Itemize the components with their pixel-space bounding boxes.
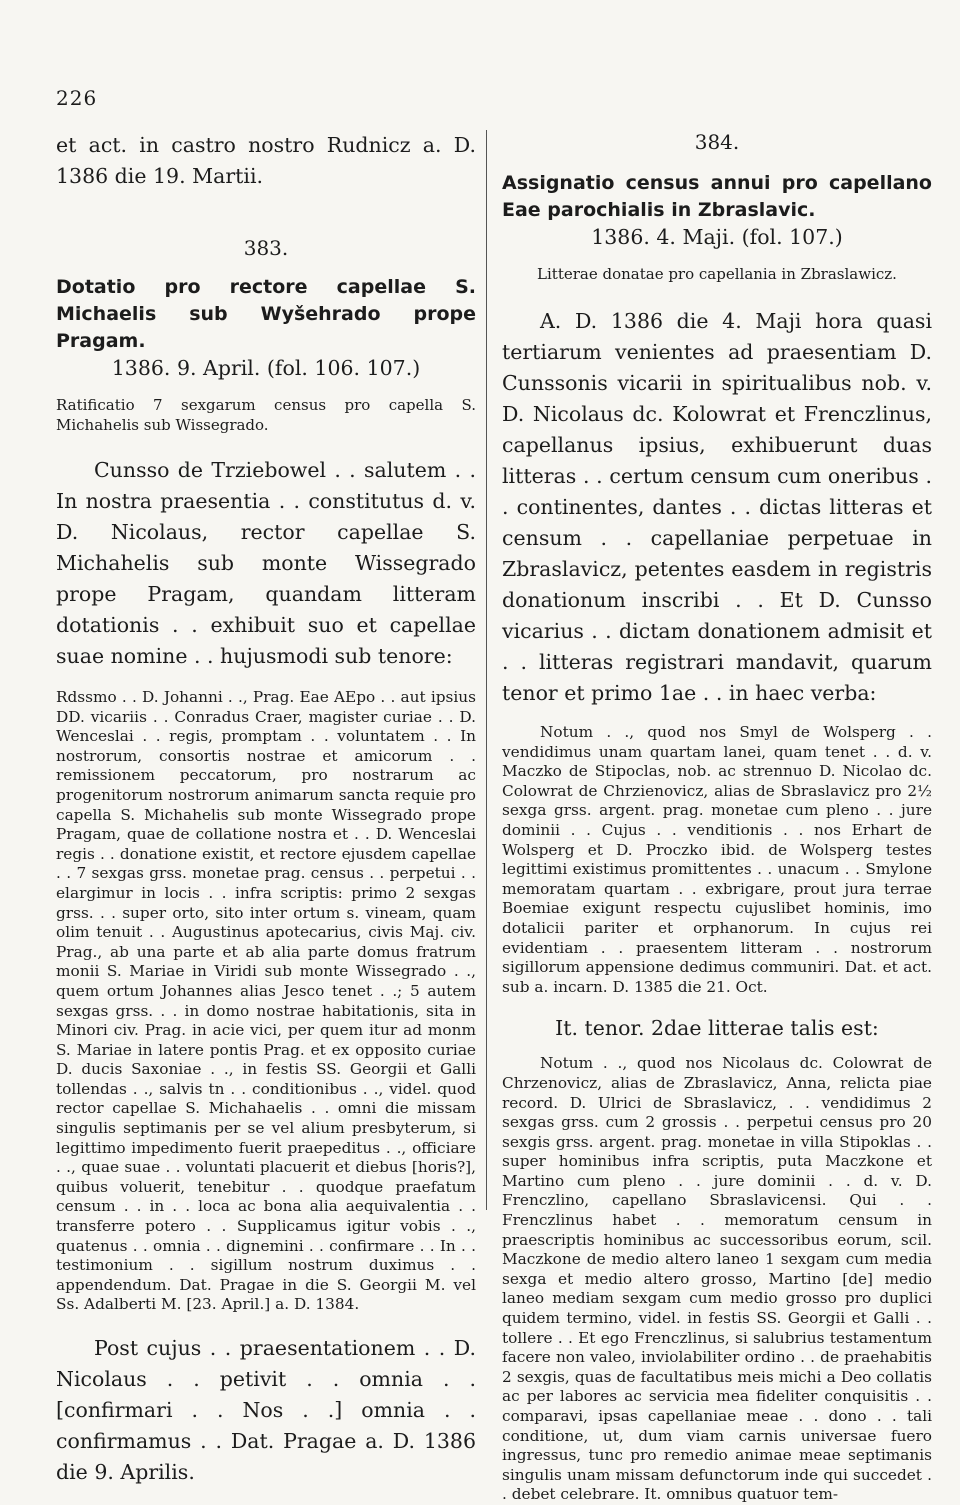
document-quote-384-second: Notum . ., quod nos Nicolaus dc. Colowrat de Chrzenovicz, alias de Zbraslavicz, Anna, relicta piae record. D. Ulrici de Sbraslavicz, . . vendidimus 2 sexgas grss. cum 2 grossis . . perpetui census pro 20 sexgis grss. argent. prag. monetae in villa Stipoklas . . super hominibus infra scriptis, puta Maczkone et Martino cum pleno . . jure dominii . . d. v. D. Frenczlino, capellano Sbraslavicensi. Qui . . Frenczlinus habet . . memoratum censum in praescriptis hominibus ac successoribus eorum, scil. Maczkone de medio altero laneo 1 sexgam cum media sexga et medio altero grosso, Martino [de] medio laneo mediam sexgam cum medio grosso pro duplici quidem termino, videl. in festis SS. Georgii et Galli . . tollere . . Et ego Frenczlinus, si salubrius testamentum facere non valeo, inviolabiliter ordino . . de praehabitis 2 sexgis, quas de facultatibus meis michi a Deo collatis ac per labores ac servicia mea fideliter conquisitis . . comparavi, ipsas capellaniae meae . . dono . . tali conditione, ut, dum viam carnis universae fuero ingressus, tunc pro remedio animae meae septimanis singulis unam missam defunctorum inde qui succedet . . debet celebrare. It. omnibus quatuor tem- [502, 1054, 932, 1504]
document-body-384-intro: A. D. 1386 die 4. Maji hora quasi tertiarum venientes ad praesentiam D. Cunssonis vicarii in spiritualibus nob. v. D. Nicolaus dc. Kolowrat et Frenczlinus, capellanus ipsius, exhibuerunt duas litteras . . certum censum cum oneribus . . continentes, dantes . . dictas litteras et censum . . capellaniae perpetuae in Zbraslavicz, petentes easdem in registris donationum inscribi . . Et D. Cunsso vicarius . . dictam donationem admisit et . . litteras registrari mandavit, quarum tenor et primo 1ae . . in haec verba: [502, 309, 932, 705]
preceding-dating-clause: et act. in castro nostro Rudnicz a. D. 1386 die 19. Martii. [56, 133, 476, 188]
column-divider [486, 130, 487, 1210]
document-heading-383: Dotatio pro rectore capellae S. Michaelis sub Wyšehrado prope Pragam. [56, 276, 476, 352]
document-date-383: 1386. 9. April. (fol. 106. 107.) [111, 356, 421, 380]
document-number-384: 384. [694, 130, 740, 154]
document-summary-383: Ratificatio 7 sexgarum census pro capella S. Michahelis sub Wissegrado. [56, 396, 476, 434]
document-number-383: 383. [243, 236, 289, 260]
document-date-384: 1386. 4. Maji. (fol. 107.) [591, 225, 843, 249]
left-column [56, 130, 476, 1488]
document-heading-384: Assignatio census annui pro capellano Eae parochialis in Zbraslavic. [502, 172, 932, 221]
page-number: 226 [56, 86, 98, 110]
document-summary-384: Litterae donatae pro capellania in Zbraslawicz. [537, 265, 897, 283]
document-body-383-intro: Cunsso de Trziebowel . . salutem . . In nostra praesentia . . constitutus d. v. D. Nicolaus, rector capellae S. Michahelis sub monte Wissegrado prope Pragam, quandam litteram dotationis . . exhibuit suo et capellae suae nomine . . hujusmodi sub tenore: [56, 458, 476, 668]
document-subheading-384: It. tenor. 2dae litterae talis est: [555, 1016, 879, 1041]
document-quote-384-first: Notum . ., quod nos Smyl de Wolsperg . . vendidimus unam quartam lanei, quam tenet . . d. v. Maczko de Stipoclas, nob. ac strennuo D. Nicolao dc. Colowrat de Chrzienovicz, alias de Sbraslavicz pro 2½ sexga grss. argent. prag. monetae cum pleno . . jure dominii . . Cujus . . venditionis . . nos Erhart de Wolsperg et D. Proczko ibid. de Wolsperg testes legittimi existimus promittentes . . unacum . . Smylone memoratam quartam . . exbrigare, prout jura terrae Boemiae exigunt respectu cujuslibet hominis, imo dotalicii pariter et orphanorum. In cujus rei evidentiam . . praesentem litteram . . nostrorum sigillorum appensione dedimus communiri. Dat. et act. sub a. incarn. D. 1385 die 21. Oct. [502, 723, 932, 996]
document-body-383-closing: Post cujus . . praesentationem . . D. Nicolaus . . petivit . . omnia . . [confirmari . . Nos . .] omnia . . confirmamus . . Dat. Pragae a. D. 1386 die 9. Aprilis. [56, 1336, 476, 1484]
document-quote-383: Rdssmo . . D. Johanni . ., Prag. Eae AEpo . . aut ipsius DD. vicariis . . Conradus Craer, magister curiae . . D. Wenceslai . . regis, promptam . . voluntatem . . In nostrorum, consortis nostrae et amicorum . . remissionem peccatorum, pro nostrarum ac progenitorum nostrorum animarum sancta requie pro capella S. Michahelis sub monte Wissegrado prope Pragam, quae de collatione nostra et . . D. Wenceslai regis . . donatione existit, et rectore ejusdem capellae . . 7 sexgas grss. monetae prag. census . . perpetui . . elargimur in locis . . infra scriptis: primo 2 sexgas grss. . . super orto, sito inter ortum s. vineam, quam olim tenuit . . Augustinus apotecarius, civis Maj. civ. Prag., ab una parte et ab alia parte domus fratrum monii S. Mariae in Viridi sub monte Wissegrado . ., quem ortum Johannes alias Jesco tenet . .; 5 autem sexgas grss. . . in domo nostrae habitationis, sita in Minori civ. Prag. in acie vici, per quem itur ad monm S. Mariae in latere pontis Prag. et ex opposito curiae D. ducis Saxoniae . ., in festis SS. Georgii et Galli tollendas . ., salvis tn . . conditionibus . ., videl. quod rector capellae S. Michahaelis . . omni die missam singulis septimanis per se vel alium presbyterum, si legittimo impedimento fuerit praepeditus . ., officiare . ., quae suae . . voluntati placuerit et diebus [horis?], quibus voluerit, tenebitur . . quodque praefatum censum . . in . . loca ac bona alia aequivalentia . . transferre potero . . Supplicamus igitur vobis . ., quatenus . . omnia . . dignemini . . confirmare . . In . . testimonium . . sigillum nostrum duximus . . appendendum. Dat. Pragae in die S. Georgii M. vel Ss. Adalberti M. [23. April.] a. D. 1384. [56, 688, 476, 1314]
right-column [502, 130, 932, 1505]
